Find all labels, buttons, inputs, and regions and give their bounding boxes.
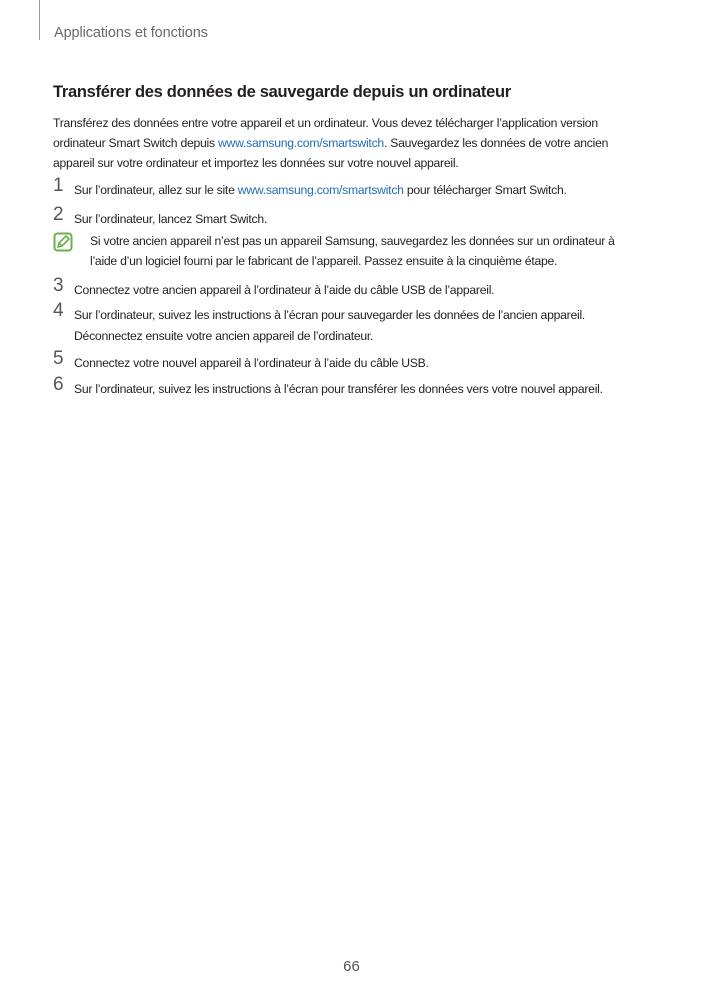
step-line: Déconnectez ensuite votre ancien appareil de l’ordinateur. [74, 329, 374, 343]
step-text [74, 180, 674, 200]
intro-line: Transférez des données entre votre appareil et un ordinateur. Vous devez télécharger l’application version [53, 116, 598, 130]
step-number: 1 [53, 175, 64, 196]
chapter-title: Applications et fonctions [54, 25, 208, 41]
step-line: Sur l’ordinateur, suivez les instructions à l’écran pour sauvegarder les données de l’ancien appareil. [74, 308, 586, 322]
smartswitch-link[interactable]: www.samsung.com/smartswitch [237, 183, 404, 197]
step-text: Connectez votre nouvel appareil à l’ordinateur à l’aide du câble USB. [74, 356, 429, 370]
step-text [74, 305, 674, 346]
step-text: Connectez votre ancien appareil à l’ordinateur à l’aide du câble USB de l’appareil. [74, 283, 495, 297]
page-number: 66 [343, 958, 360, 975]
note-pencil-icon [53, 232, 73, 252]
intro-text: . Sauvegardez les données de votre ancien [383, 136, 609, 150]
intro-line: appareil sur votre ordinateur et importez les données sur votre nouvel appareil. [53, 156, 459, 170]
note-line: l’aide d’un logiciel fourni par le fabricant de l’appareil. Passez ensuite à la cinquième étape. [90, 254, 558, 268]
step-text-part: Sur l’ordinateur, allez sur le site [74, 183, 238, 197]
step-text-part: pour télécharger Smart Switch. [403, 183, 567, 197]
step-number: 6 [53, 374, 64, 395]
note-text [90, 231, 670, 271]
note-line: Si votre ancien appareil n’est pas un appareil Samsung, sauvegardez les données sur un ordinateur à [90, 234, 615, 248]
header-divider [39, 0, 40, 40]
step-text: Sur l’ordinateur, suivez les instructions à l’écran pour transférer les données vers votre nouvel appareil. [74, 382, 603, 396]
step-text: Sur l’ordinateur, lancez Smart Switch. [74, 212, 268, 226]
step-number: 3 [53, 275, 64, 296]
section-title: Transférer des données de sauvegarde depuis un ordinateur [53, 83, 511, 101]
step-number: 2 [53, 204, 64, 225]
intro-line [53, 133, 653, 153]
intro-paragraph [53, 113, 653, 173]
step-number: 4 [53, 300, 64, 321]
smartswitch-link[interactable]: www.samsung.com/smartswitch [218, 136, 384, 150]
step-number: 5 [53, 348, 64, 369]
intro-text: ordinateur Smart Switch depuis [53, 136, 218, 150]
